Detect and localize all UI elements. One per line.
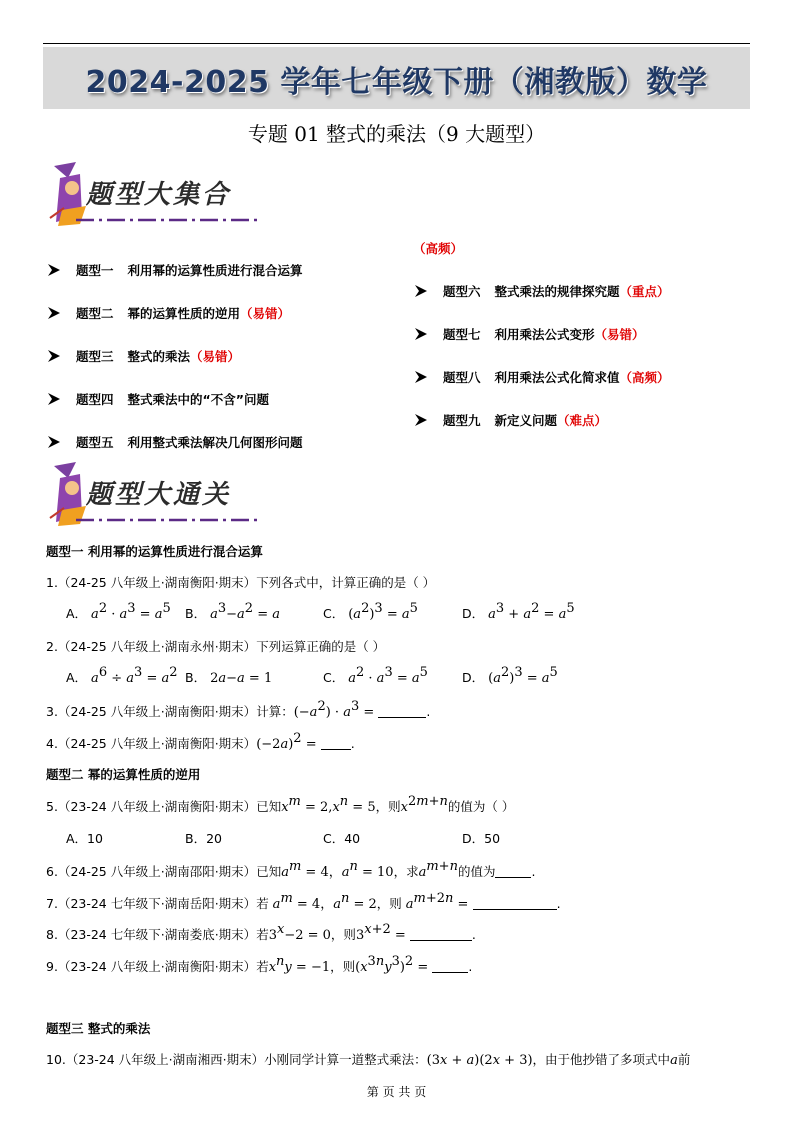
heading-type-2: 题型二 幂的运算性质的逆用 (46, 767, 201, 782)
toc-left (46, 248, 303, 463)
document-title: 2024-2025 学年七年级下册（湘教版）数学 (85, 65, 708, 100)
answer-blank[interactable] (495, 865, 531, 878)
question-1: 1.（24-25 八年级上·湖南衡阳·期末）下列各式中，计算正确的是（ ） (46, 575, 436, 590)
arrow-bullet-icon (46, 391, 62, 407)
section-label-pass: 题型大通关 (86, 480, 232, 510)
section-banner-pass (46, 458, 266, 528)
toc-overflow-tag: （高频） (413, 241, 464, 256)
toc-item-3[interactable]: 题型三 整式的乘法 （易错） (46, 334, 303, 377)
q5-option-d[interactable]: D．50 (462, 831, 501, 846)
question-3: 3.（24-25 八年级上·湖南衡阳·期末）计算：$(-a^2) \cdot a^3$ = . (46, 699, 431, 720)
toc-item-5[interactable]: 题型五 利用整式乘法解决几何图形问题 (46, 420, 303, 463)
heading-type-1: 题型一 利用幂的运算性质进行混合运算 (46, 544, 263, 559)
q2-option-b[interactable]: B． 2a−a = 1 (185, 670, 273, 686)
arrow-bullet-icon (46, 434, 62, 450)
q5-option-a[interactable]: A．10 (66, 831, 103, 846)
question-2: 2.（24-25 八年级上·湖南永州·期末）下列运算正确的是（ ） (46, 639, 386, 654)
page-footer: 第 页 共 页 (366, 1085, 427, 1099)
toc-item-4[interactable]: 题型四 整式乘法中的“不含”问题 (46, 377, 303, 420)
answer-blank[interactable] (432, 960, 468, 973)
q1-option-a[interactable]: A． $a^2 \cdot a^3 = a^5$ (66, 601, 171, 622)
question-5: 5.（23-24 八年级上·湖南衡阳·期末）已知$x^m = 2,x^n = 5$，则$x^{2m+n}$的值为（ ） (46, 794, 515, 815)
arrow-bullet-icon (413, 412, 429, 428)
arrow-bullet-icon (413, 326, 429, 342)
question-4: 4.（24-25 八年级上·湖南衡阳·期末）$(-2a)^2$ = . (46, 731, 355, 752)
arrow-bullet-icon (46, 262, 62, 278)
arrow-bullet-icon (46, 348, 62, 364)
q2-option-c[interactable]: C． $a^2 \cdot a^3 = a^5$ (323, 665, 428, 686)
question-10: 10.（23-24 八年级上·湖南湘西·期末）小刚同学计算一道整式乘法：(3x + a)(2x + 3)，由于他抄错了多项式中a前 (46, 1052, 691, 1068)
toc-item-9[interactable]: 题型九 新定义问题 （难点） (413, 398, 670, 441)
heading-type-3: 题型三 整式的乘法 (46, 1021, 151, 1036)
q1-option-b[interactable]: B． $a^3-a^2 = a$ (185, 601, 280, 622)
topic-subtitle: 专题 01 整式的乘法（9 大题型） (247, 122, 546, 146)
toc-item-2[interactable]: 题型二 幂的运算性质的逆用 （易错） (46, 291, 303, 334)
toc-item-6[interactable]: 题型六 整式乘法的规律探究题 （重点） (413, 269, 670, 312)
answer-blank[interactable] (321, 737, 351, 750)
q5-option-c[interactable]: C．40 (323, 831, 361, 846)
arrow-bullet-icon (413, 369, 429, 385)
toc-item-1[interactable]: 题型一 利用幂的运算性质进行混合运算 (46, 248, 303, 291)
title-banner (43, 47, 750, 109)
question-9: 9.（23-24 八年级上·湖南衡阳·期末）若$x^ny = -1$，则$(x^{3n}y^3)^2$ = . (46, 954, 473, 975)
q1-option-d[interactable]: D． $a^3 + a^2 = a^5$ (462, 601, 575, 622)
q2-option-d[interactable]: D． $(a^2)^3 = a^5$ (462, 665, 558, 686)
question-8: 8.（23-24 七年级下·湖南娄底·期末）若$3^x-2 = 0$，则$3^{x+2}$ = . (46, 922, 476, 943)
section-label-collection: 题型大集合 (86, 180, 232, 210)
toc-item-7[interactable]: 题型七 利用乘法公式变形 （易错） (413, 312, 670, 355)
q2-option-a[interactable]: A． $a^6 \div a^3 = a^2$ (66, 665, 178, 686)
top-rule (43, 43, 750, 44)
section-banner-collection (46, 158, 266, 228)
answer-blank[interactable] (473, 897, 557, 910)
question-6: 6.（24-25 八年级上·湖南邵阳·期末）已知$a^m = 4$，$a^n = 10$，求$a^{m+n}$的值为 . (46, 859, 536, 880)
answer-blank[interactable] (378, 705, 426, 718)
question-7: 7.（23-24 七年级下·湖南岳阳·期末）若 $a^m = 4$，$a^n = 2$，则 $a^{m+2n}$ = . (46, 891, 561, 912)
q5-option-b[interactable]: B．20 (185, 831, 222, 846)
toc-right (413, 269, 670, 441)
answer-blank[interactable] (410, 928, 472, 941)
arrow-bullet-icon (413, 283, 429, 299)
arrow-bullet-icon (46, 305, 62, 321)
toc-item-8[interactable]: 题型八 利用乘法公式化简求值 （高频） (413, 355, 670, 398)
q1-option-c[interactable]: C． $(a^2)^3 = a^5$ (323, 601, 418, 622)
